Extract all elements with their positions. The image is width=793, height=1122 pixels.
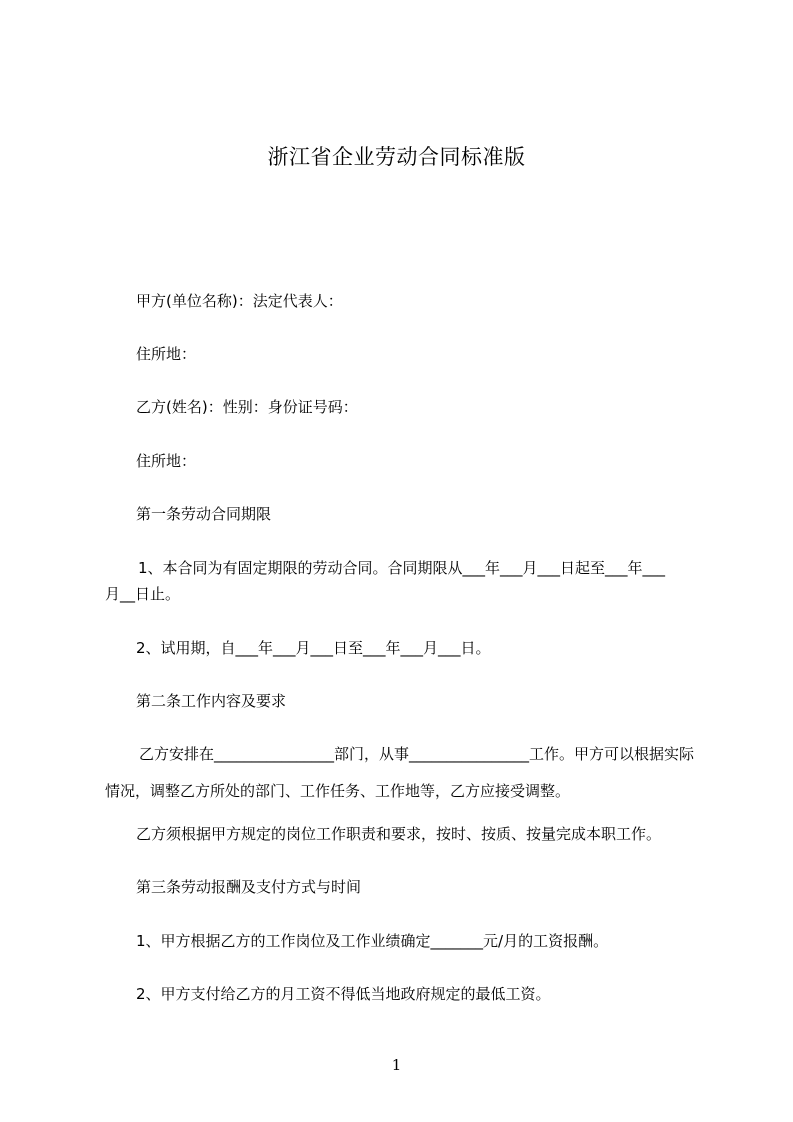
article2-heading: 第二条工作内容及要求 <box>136 692 287 710</box>
party-a-address-line: 住所地： <box>136 345 197 363</box>
article3-item2: 2、甲方支付给乙方的月工资不得低当地政府规定的最低工资。 <box>136 985 551 1003</box>
article2-paragraph-1 <box>105 736 705 810</box>
article3-item1: 1、甲方根据乙方的工作岗位及工作业绩确定_______元/月的工资报酬。 <box>136 932 609 950</box>
page-number: 1 <box>391 1056 402 1074</box>
article1-heading: 第一条劳动合同期限 <box>136 505 272 523</box>
article2-paragraph-1-text: 乙方安排在________________部门，从事________________工作。甲方可以根据实际情况，调整乙方所处的部门、工作任务、工作地等，乙方应接受调整。 <box>105 745 695 800</box>
document-title: 浙江省企业劳动合同标准版 <box>267 145 526 169</box>
article2-paragraph-2: 乙方须根据甲方规定的岗位工作职责和要求，按时、按质、按量完成本职工作。 <box>136 825 662 843</box>
party-b-line: 乙方(姓名)：性别：身份证号码： <box>136 398 358 416</box>
article1-item1-line2: 月__日止。 <box>105 585 181 603</box>
article3-heading: 第三条劳动报酬及支付方式与时间 <box>136 878 362 896</box>
article1-item2: 2、试用期，自___年___月___日至___年___月___日。 <box>136 639 491 657</box>
party-b-address-line: 住所地： <box>136 452 197 470</box>
party-a-line: 甲方(单位名称)：法定代表人： <box>136 292 343 310</box>
article1-item1-line1: 1、本合同为有固定期限的劳动合同。合同期限从___年___月___日起至___年___ <box>138 559 666 577</box>
